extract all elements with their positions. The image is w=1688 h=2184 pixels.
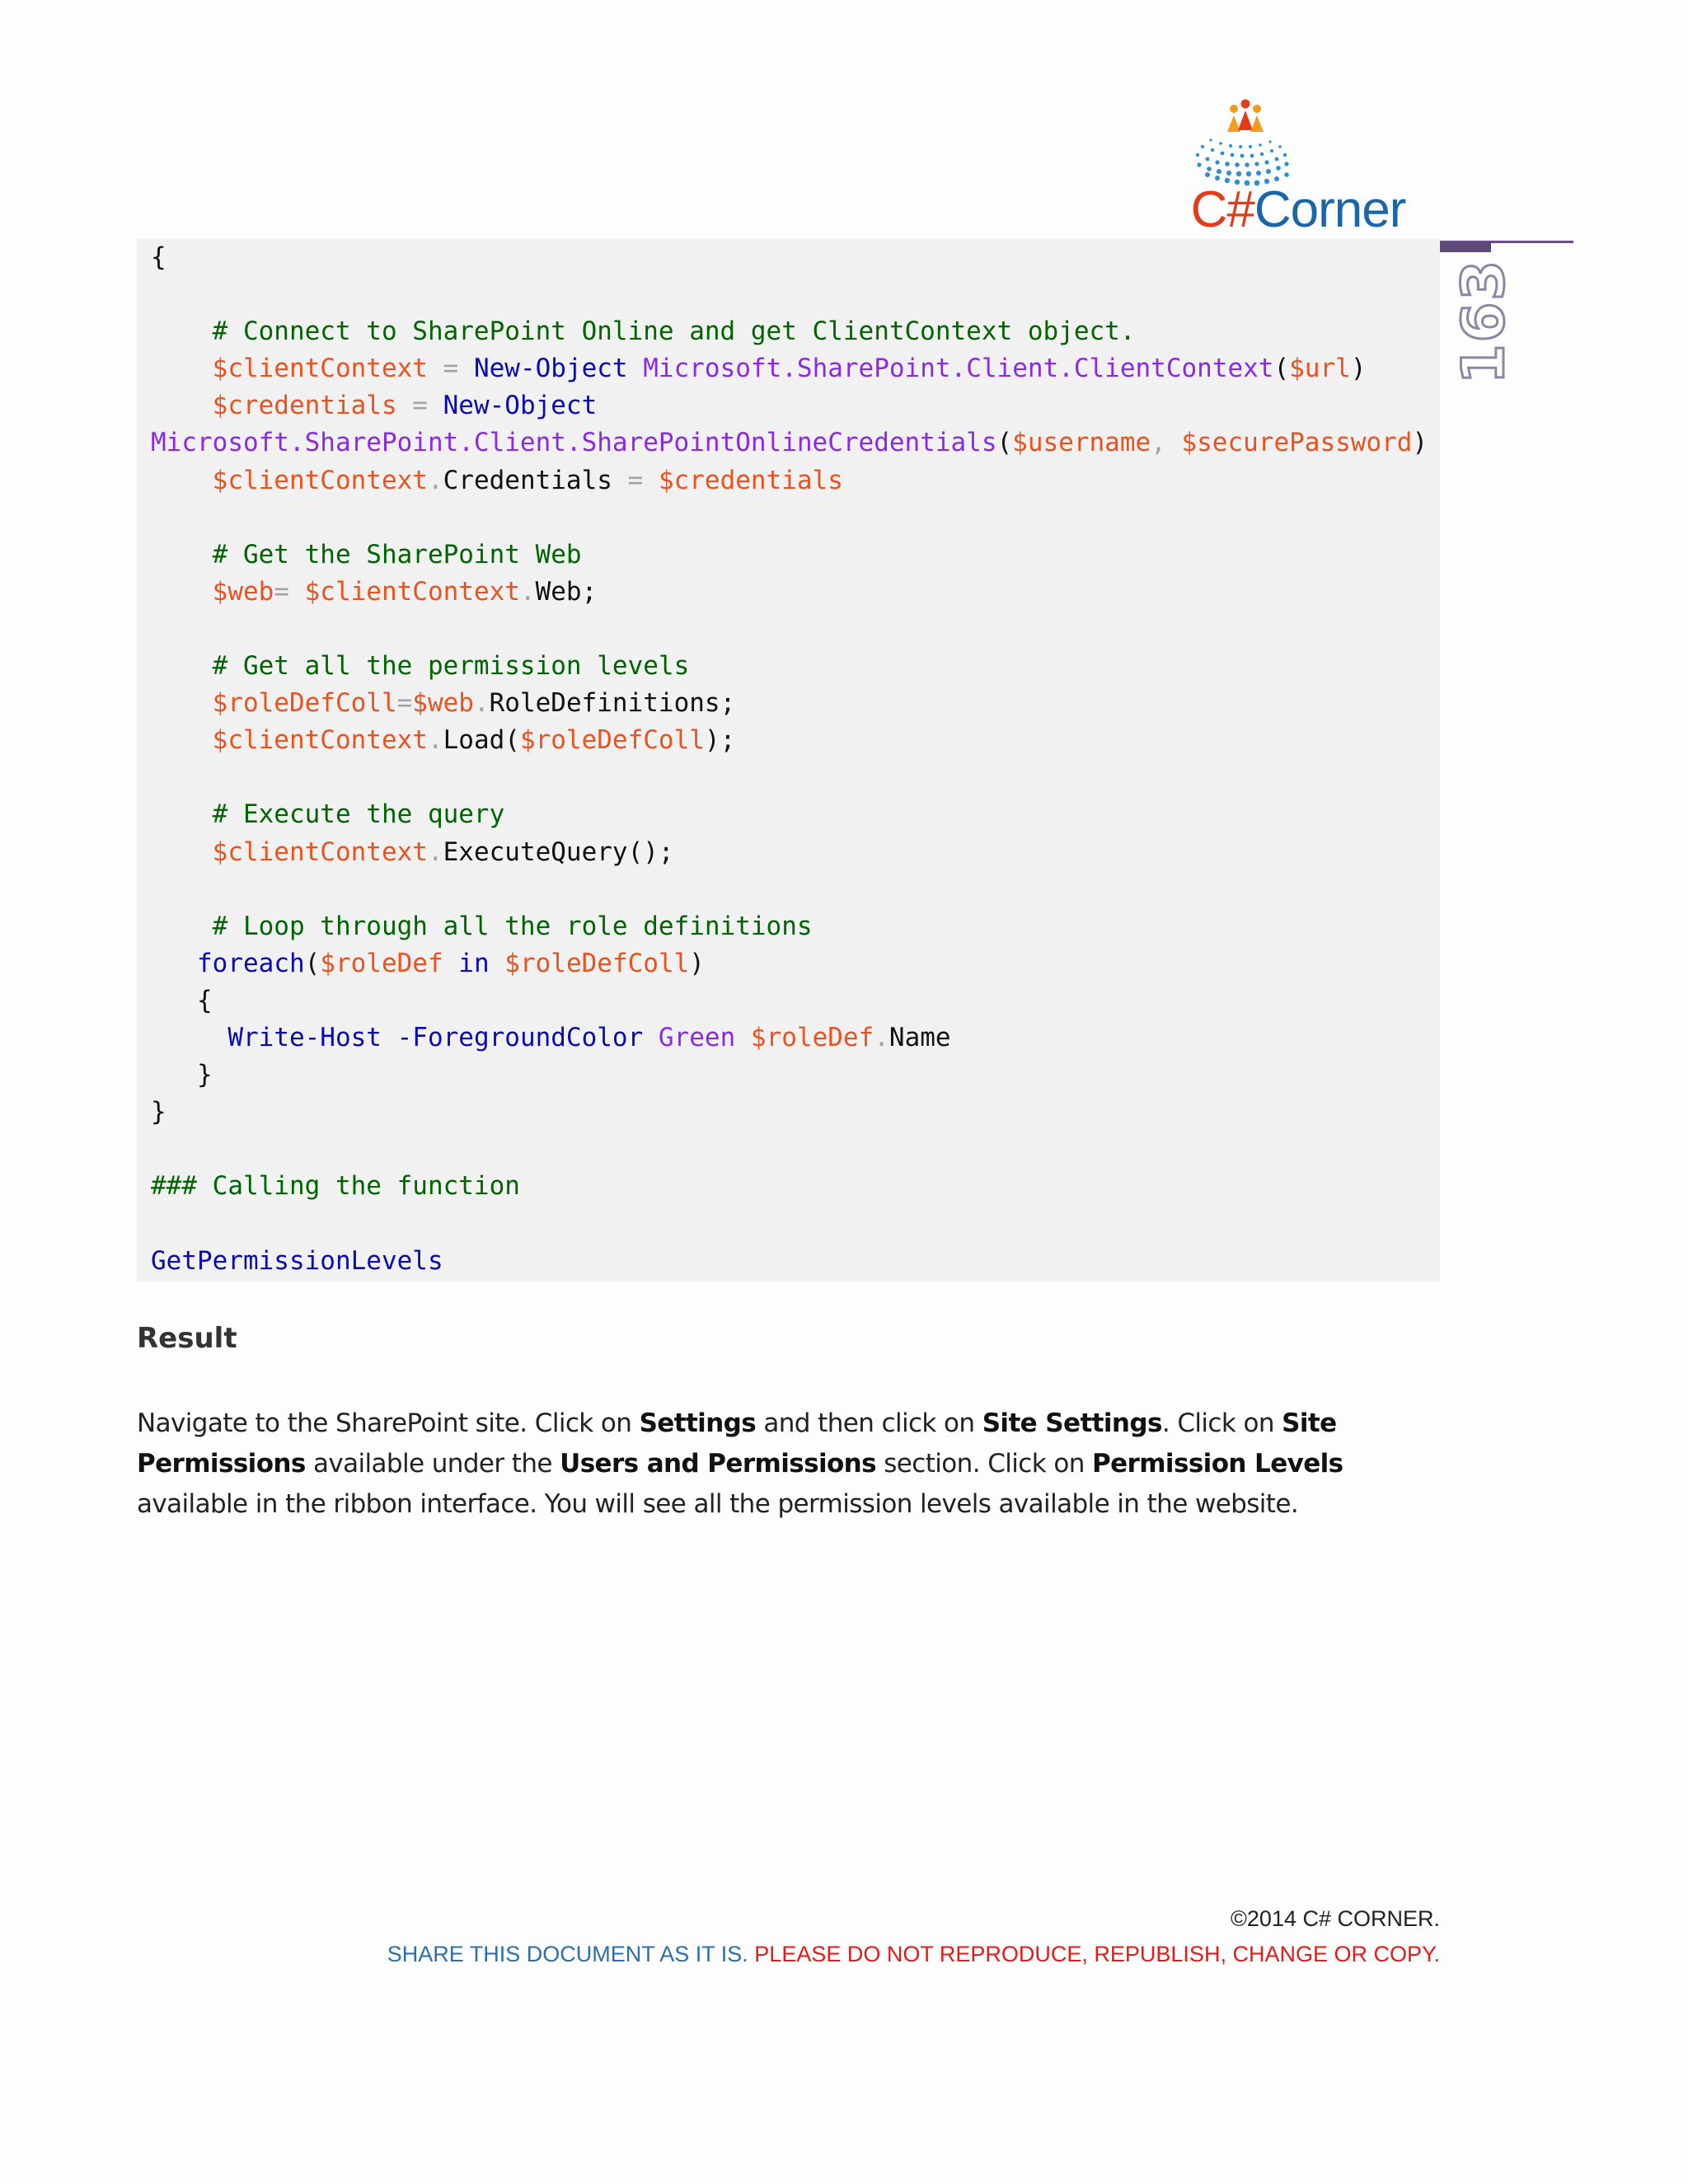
code-operator: = [396,391,443,421]
code-variable: $clientContext [212,837,428,867]
code-member: Load( [443,725,520,756]
csharp-corner-logo [1175,99,1422,238]
code-operator: . [519,576,536,607]
code-operator: = [396,688,413,719]
result-paragraph [137,1404,1456,1525]
code-cmdlet: New-Object [443,391,598,421]
code-variable: $roleDefColl [504,948,690,978]
code-comment: # Execute the query [212,799,505,830]
code-listing [151,239,1428,1280]
code-member: Name [889,1022,951,1052]
code-comment: # Connect to SharePoint Online and get ClientContext object. [212,316,1136,347]
code-member: Credentials [443,465,612,495]
code-operator: , [1151,428,1182,458]
code-type: Microsoft.SharePoint.Client.SharePointOnlineCredentials [151,428,997,458]
code-punct: } [197,1060,213,1090]
code-variable: $web [212,576,274,607]
section-heading: Result [137,1322,237,1355]
code-variable: $roleDef [320,948,443,978]
code-member: Web; [535,576,598,607]
code-variable: $username [1012,428,1151,458]
code-cmdlet: Write-Host [227,1022,382,1052]
code-keyword: foreach [197,948,305,978]
footer-share-notice [387,1942,1440,1967]
code-variable: $credentials [658,465,843,495]
code-type: Microsoft.SharePoint.Client.ClientContext [643,354,1274,384]
text-run: available in the ribbon interface. You will see all the permission levels available in the website. [137,1489,1299,1519]
logo-people-globe-icon [1175,99,1422,190]
page-number [1450,258,1517,385]
code-argument: Green [658,1022,736,1052]
code-line: { [151,242,166,272]
footer-warning-text: PLEASE DO NOT REPRODUCE, REPUBLISH, CHANGE OR COPY. [754,1942,1440,1966]
code-variable: $clientContext [212,725,428,756]
code-function-call: GetPermissionLevels [151,1245,443,1276]
code-punct: { [197,985,213,1015]
code-operator: . [427,837,443,867]
code-comment: # Loop through all the role definitions [212,911,813,941]
bold-term: Site Permissions [137,1408,1337,1479]
code-variable: $clientContext [304,576,520,607]
footer-copyright: ©2014 C# CORNER. [1231,1906,1440,1931]
code-operator: . [874,1022,889,1052]
code-punct: ( [1273,354,1290,384]
code-variable: $credentials [212,391,397,421]
text-run: Navigate to the SharePoint site. Click on [137,1408,640,1438]
code-punct: } [151,1097,166,1127]
logo-text-csharp: C# [1190,181,1254,238]
code-comment: ### Calling the function [151,1171,520,1202]
code-variable: $web [412,688,474,719]
code-comment: # Get the SharePoint Web [212,539,582,569]
bold-term: Site Settings [982,1408,1162,1438]
code-variable: $url [1289,354,1351,384]
code-operator: . [473,688,490,719]
bold-term: Permission Levels [1092,1449,1343,1479]
code-variable: $roleDef [750,1022,874,1052]
code-operator: = [427,354,474,384]
text-run: section. Click on [876,1449,1092,1479]
text-run: and then click on [756,1408,982,1438]
code-member: RoleDefinitions; [489,688,736,719]
code-punct: ); [704,725,736,756]
text-run: . Click on [1161,1408,1282,1438]
code-member: ExecuteQuery(); [443,837,674,867]
code-operator: . [427,725,443,756]
code-punct: ) [1412,428,1428,458]
code-comment: # Get all the permission levels [212,651,690,682]
code-parameter: -ForegroundColor [381,1022,659,1052]
code-variable: $securePassword [1181,428,1413,458]
logo-wordmark [1175,181,1422,239]
code-cmdlet: New-Object [473,354,628,384]
code-keyword: in [443,948,505,978]
code-variable: $roleDefColl [519,725,705,756]
code-variable: $roleDefColl [212,688,397,719]
text-run: available under the [305,1449,560,1479]
footer-share-text: SHARE THIS DOCUMENT AS IT IS. [387,1942,755,1966]
code-punct: ( [304,948,321,978]
page-number-text: 163 [1450,258,1517,385]
header-accent-block [1440,242,1491,252]
code-space [735,1023,751,1052]
code-punct: ) [1350,354,1367,384]
code-operator: = [274,576,305,607]
code-operator: . [427,465,443,495]
logo-text-corner: Corner [1254,181,1406,238]
code-punct: ) [689,948,705,978]
code-block [137,239,1440,1282]
code-variable: $clientContext [212,465,428,495]
bold-term: Users and Permissions [560,1449,876,1479]
code-variable: $clientContext [212,354,428,384]
code-operator: = [612,465,659,495]
code-punct: ( [996,428,1013,458]
bold-term: Settings [639,1408,757,1438]
